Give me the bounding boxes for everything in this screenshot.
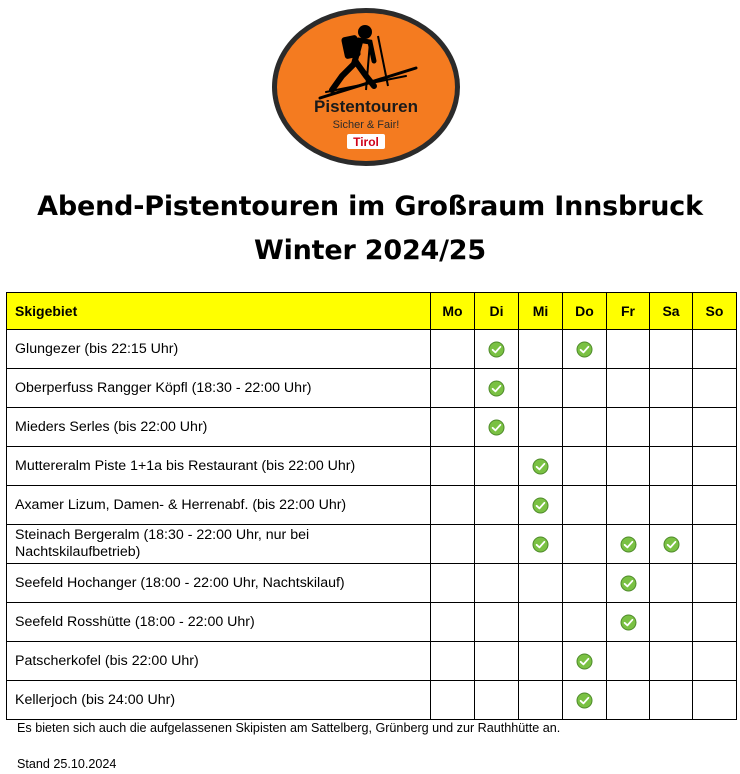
header-day: Do <box>563 293 607 330</box>
day-cell <box>519 486 563 525</box>
day-cell <box>563 369 607 408</box>
day-cell <box>519 681 563 720</box>
day-cell <box>431 447 475 486</box>
day-cell <box>519 603 563 642</box>
day-cell <box>650 447 693 486</box>
header-skigebiet: Skigebiet <box>7 293 431 330</box>
table-row <box>7 330 737 369</box>
table-row <box>7 642 737 681</box>
pistentouren-logo <box>270 6 462 168</box>
day-cell <box>475 525 519 564</box>
day-cell <box>475 642 519 681</box>
day-cell <box>650 486 693 525</box>
header-day: Di <box>475 293 519 330</box>
day-cell <box>693 369 737 408</box>
day-cell <box>431 330 475 369</box>
day-cell <box>693 525 737 564</box>
logo-title: Pistentouren <box>314 97 418 116</box>
footer-note: Es bieten sich auch die aufgelassenen Skipisten am Sattelberg, Grünberg und zur Rauthhütte an. <box>17 721 561 735</box>
day-cell <box>431 564 475 603</box>
table-row <box>7 408 737 447</box>
day-cell <box>650 642 693 681</box>
day-cell <box>519 330 563 369</box>
check-circle-icon <box>488 380 505 397</box>
check-circle-icon <box>532 536 549 553</box>
day-cell <box>519 369 563 408</box>
table-row <box>7 447 737 486</box>
day-cell <box>563 330 607 369</box>
day-cell <box>650 408 693 447</box>
skigebiet-cell: Seefeld Hochanger (18:00 - 22:00 Uhr, Nachtskilauf) <box>7 564 431 603</box>
day-cell <box>607 642 650 681</box>
check-circle-icon <box>532 458 549 475</box>
day-cell <box>693 447 737 486</box>
skigebiet-cell: Mieders Serles (bis 22:00 Uhr) <box>7 408 431 447</box>
table-header-row <box>7 293 737 330</box>
day-cell <box>431 681 475 720</box>
day-cell <box>475 330 519 369</box>
skigebiet-cell: Seefeld Rosshütte (18:00 - 22:00 Uhr) <box>7 603 431 642</box>
stand-date: Stand 25.10.2024 <box>17 757 117 771</box>
check-circle-icon <box>488 341 505 358</box>
day-cell <box>475 681 519 720</box>
table-row <box>7 681 737 720</box>
day-cell <box>650 564 693 603</box>
day-cell <box>431 408 475 447</box>
table-row <box>7 525 737 564</box>
day-cell <box>607 564 650 603</box>
skigebiet-cell: Oberperfuss Rangger Köpfl (18:30 - 22:00 Uhr) <box>7 369 431 408</box>
day-cell <box>607 447 650 486</box>
day-cell <box>519 408 563 447</box>
table-row <box>7 603 737 642</box>
day-cell <box>693 330 737 369</box>
day-cell <box>693 603 737 642</box>
table-row <box>7 369 737 408</box>
page-title: Abend-Pistentouren im Großraum Innsbruck <box>37 191 703 222</box>
day-cell <box>607 330 650 369</box>
logo-tagline: Sicher & Fair! <box>332 119 400 131</box>
day-cell <box>475 408 519 447</box>
day-cell <box>475 447 519 486</box>
day-cell <box>650 603 693 642</box>
skigebiet-cell: Axamer Lizum, Damen- & Herrenabf. (bis 22:00 Uhr) <box>7 486 431 525</box>
day-cell <box>475 564 519 603</box>
check-circle-icon <box>576 692 593 709</box>
day-cell <box>693 486 737 525</box>
schedule-table <box>6 292 737 720</box>
day-cell <box>650 525 693 564</box>
header-day: Mo <box>431 293 475 330</box>
check-circle-icon <box>532 497 549 514</box>
tirol-badge-text: Tirol <box>353 135 379 149</box>
day-cell <box>431 486 475 525</box>
day-cell <box>519 642 563 681</box>
day-cell <box>563 603 607 642</box>
day-cell <box>563 447 607 486</box>
header-day: So <box>693 293 737 330</box>
page-subtitle: Winter 2024/25 <box>254 235 486 266</box>
table-body <box>7 330 737 720</box>
skigebiet-cell: Glungezer (bis 22:15 Uhr) <box>7 330 431 369</box>
check-circle-icon <box>488 419 505 436</box>
day-cell <box>607 603 650 642</box>
table-row <box>7 486 737 525</box>
table-row <box>7 564 737 603</box>
day-cell <box>563 486 607 525</box>
check-circle-icon <box>576 341 593 358</box>
check-circle-icon <box>663 536 680 553</box>
skigebiet-cell: Kellerjoch (bis 24:00 Uhr) <box>7 681 431 720</box>
day-cell <box>693 408 737 447</box>
day-cell <box>563 564 607 603</box>
day-cell <box>563 525 607 564</box>
day-cell <box>650 681 693 720</box>
day-cell <box>650 369 693 408</box>
check-circle-icon <box>620 536 637 553</box>
logo-emblem <box>270 6 462 168</box>
day-cell <box>563 408 607 447</box>
check-circle-icon <box>576 653 593 670</box>
skigebiet-cell: Muttereralm Piste 1+1a bis Restaurant (bis 22:00 Uhr) <box>7 447 431 486</box>
day-cell <box>519 447 563 486</box>
skigebiet-cell: Steinach Bergeralm (18:30 - 22:00 Uhr, nur bei Nachtskilaufbetrieb) <box>7 525 431 564</box>
day-cell <box>475 486 519 525</box>
day-cell <box>475 603 519 642</box>
day-cell <box>607 369 650 408</box>
header-day: Sa <box>650 293 693 330</box>
day-cell <box>650 330 693 369</box>
header-day: Fr <box>607 293 650 330</box>
day-cell <box>607 486 650 525</box>
day-cell <box>475 369 519 408</box>
day-cell <box>563 681 607 720</box>
day-cell <box>431 642 475 681</box>
check-circle-icon <box>620 575 637 592</box>
day-cell <box>431 603 475 642</box>
day-cell <box>431 369 475 408</box>
day-cell <box>693 564 737 603</box>
day-cell <box>431 525 475 564</box>
day-cell <box>693 681 737 720</box>
day-cell <box>519 525 563 564</box>
day-cell <box>607 681 650 720</box>
day-cell <box>607 408 650 447</box>
day-cell <box>563 642 607 681</box>
header-day: Mi <box>519 293 563 330</box>
skigebiet-cell: Patscherkofel (bis 22:00 Uhr) <box>7 642 431 681</box>
day-cell <box>519 564 563 603</box>
day-cell <box>607 525 650 564</box>
check-circle-icon <box>620 614 637 631</box>
day-cell <box>693 642 737 681</box>
